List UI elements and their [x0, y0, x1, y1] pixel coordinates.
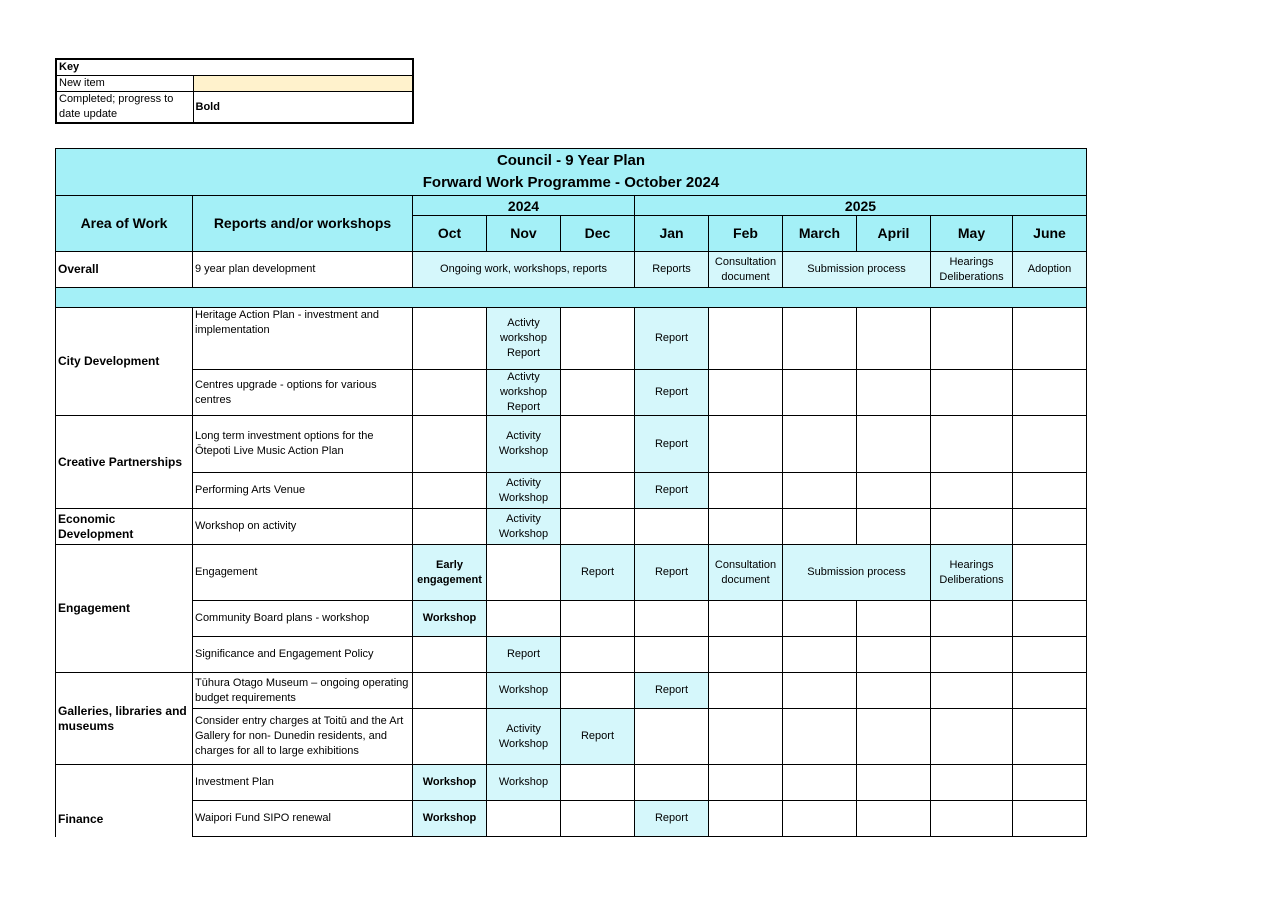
schedule-cell: Workshop	[413, 765, 487, 801]
task-cell: Community Board plans - workshop	[193, 601, 413, 637]
area-galleries: Galleries, libraries and museums	[56, 673, 193, 765]
schedule-cell: Adoption	[1013, 252, 1087, 288]
header-month: April	[857, 216, 931, 252]
schedule-cell: Report	[635, 308, 709, 370]
key-title: Key	[56, 59, 413, 76]
header-month: March	[783, 216, 857, 252]
table-row	[56, 308, 1087, 370]
key-completed-label: Completed; progress to date update	[56, 92, 193, 124]
table-row	[56, 370, 1087, 416]
task-cell: Performing Arts Venue	[193, 473, 413, 509]
schedule-cell: Report	[561, 709, 635, 765]
table-row	[56, 473, 1087, 509]
key-new-item-swatch	[193, 76, 413, 92]
area-economic-development: Economic Development	[56, 509, 193, 545]
title-line-1: Council - 9 Year Plan	[496, 152, 646, 169]
header-year-2025: 2025	[635, 196, 1087, 216]
header-month: Dec	[561, 216, 635, 252]
schedule-cell: Report	[561, 545, 635, 601]
task-cell: Consider entry charges at Toitū and the Art Gallery for non- Dunedin residents, and charges for all to large exhibitions	[193, 709, 413, 765]
table-row	[56, 673, 1087, 709]
schedule-cell: Activty workshop Report	[487, 370, 561, 416]
schedule-cell: Report	[487, 637, 561, 673]
task-cell: Centres upgrade - options for various centres	[193, 370, 413, 416]
table-row	[56, 601, 1087, 637]
task-cell: Investment Plan	[193, 765, 413, 801]
header-month: Feb	[709, 216, 783, 252]
table-row	[56, 252, 1087, 288]
schedule-cell: Submission process	[783, 252, 931, 288]
schedule-cell: Report	[635, 370, 709, 416]
section-divider	[56, 288, 1087, 308]
task-cell: Long term investment options for the Ōtepoti Live Music Action Plan	[193, 416, 413, 473]
table-row	[56, 416, 1087, 473]
schedule-cell: Activity Workshop	[487, 416, 561, 473]
header-area: Area of Work	[56, 196, 193, 252]
table-row	[56, 765, 1087, 801]
task-cell: 9 year plan development	[193, 252, 413, 288]
header-month: May	[931, 216, 1013, 252]
task-cell: Significance and Engagement Policy	[193, 637, 413, 673]
area-engagement: Engagement	[56, 545, 193, 673]
table-row	[56, 637, 1087, 673]
task-cell: Workshop on activity	[193, 509, 413, 545]
schedule-cell: Report	[635, 545, 709, 601]
table-row	[56, 545, 1087, 601]
header-month: Nov	[487, 216, 561, 252]
header-month: Jan	[635, 216, 709, 252]
schedule-cell: Hearings Deliberations	[931, 252, 1013, 288]
header-year-2024: 2024	[413, 196, 635, 216]
area-creative-partnerships: Creative Partnerships	[56, 416, 193, 509]
table-row	[56, 509, 1087, 545]
schedule-cell: Consultation document	[709, 252, 783, 288]
schedule-cell: Ongoing work, workshops, reports	[413, 252, 635, 288]
key-table	[55, 58, 414, 124]
schedule-cell: Submission process	[783, 545, 931, 601]
task-cell: Heritage Action Plan - investment and implementation	[193, 308, 413, 370]
key-completed-example: Bold	[193, 92, 413, 124]
schedule-cell: Report	[635, 416, 709, 473]
schedule-cell: Reports	[635, 252, 709, 288]
schedule-cell: Workshop	[413, 801, 487, 837]
schedule-cell: Hearings Deliberations	[931, 545, 1013, 601]
schedule-cell: Report	[635, 673, 709, 709]
area-finance: Finance	[56, 765, 193, 837]
schedule-cell: Workshop	[487, 673, 561, 709]
schedule-cell: Consultation document	[709, 545, 783, 601]
key-new-item-label: New item	[56, 76, 193, 92]
area-overall: Overall	[56, 252, 193, 288]
schedule-cell: Report	[635, 801, 709, 837]
page-title	[56, 149, 1087, 196]
table-row	[56, 801, 1087, 837]
task-cell: Engagement	[193, 545, 413, 601]
title-line-2: Forward Work Programme - October 2024	[422, 174, 720, 191]
schedule-cell: Activity Workshop	[487, 709, 561, 765]
schedule-cell: Report	[635, 473, 709, 509]
schedule-cell: Activity Workshop	[487, 473, 561, 509]
area-city-development: City Development	[56, 308, 193, 416]
task-cell: Waipori Fund SIPO renewal	[193, 801, 413, 837]
work-programme-table	[55, 148, 1087, 837]
table-row	[56, 709, 1087, 765]
schedule-cell: Activity Workshop	[487, 509, 561, 545]
header-month: Oct	[413, 216, 487, 252]
schedule-cell: Early engagement	[413, 545, 487, 601]
schedule-cell: Activty workshop Report	[487, 308, 561, 370]
header-reports: Reports and/or workshops	[193, 196, 413, 252]
schedule-cell: Workshop	[487, 765, 561, 801]
schedule-cell: Workshop	[413, 601, 487, 637]
header-month: June	[1013, 216, 1087, 252]
task-cell: Tūhura Otago Museum – ongoing operating budget requirements	[193, 673, 413, 709]
